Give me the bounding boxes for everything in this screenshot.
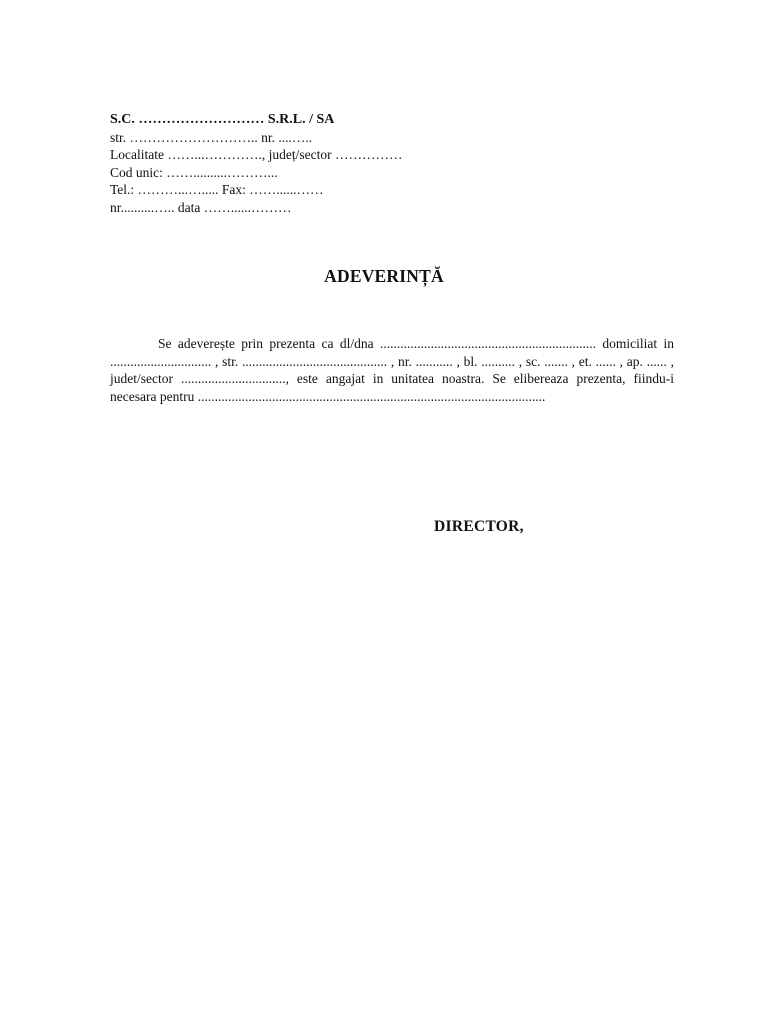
certificate-paragraph: Se adeverește prin prezenta ca dl/dna ................................................................ domiciliat in .............................. , str. ........................................... , nr. ........... , bl. .......... , sc. ....... , et. ...... , ap. ...... , judet/sector ..............................., este angajat in unitatea noastra. Se elibereaza prezenta, fiindu-i necesara pentru ....................................................................................................... [110, 336, 674, 404]
nr-data-line: nr..........….. data ……......……… [110, 199, 292, 215]
director-signature-label: DIRECTOR, [434, 518, 524, 535]
cod-unic-line: Cod unic: ……..........………... [110, 164, 278, 180]
document-title: ADEVERINȚĂ [324, 266, 444, 286]
tel-fax-line: Tel.: ………...…..... Fax: ……......…… [110, 182, 324, 197]
certificate-body [110, 335, 674, 405]
company-name-line: S.C. ……………………… S.R.L. / SA [110, 112, 335, 127]
street-line: str. ……………………….. nr. ....….. [110, 129, 313, 145]
locality-line: Localitate ……...…………., județ/sector …………… [110, 147, 403, 162]
company-header [110, 111, 610, 216]
